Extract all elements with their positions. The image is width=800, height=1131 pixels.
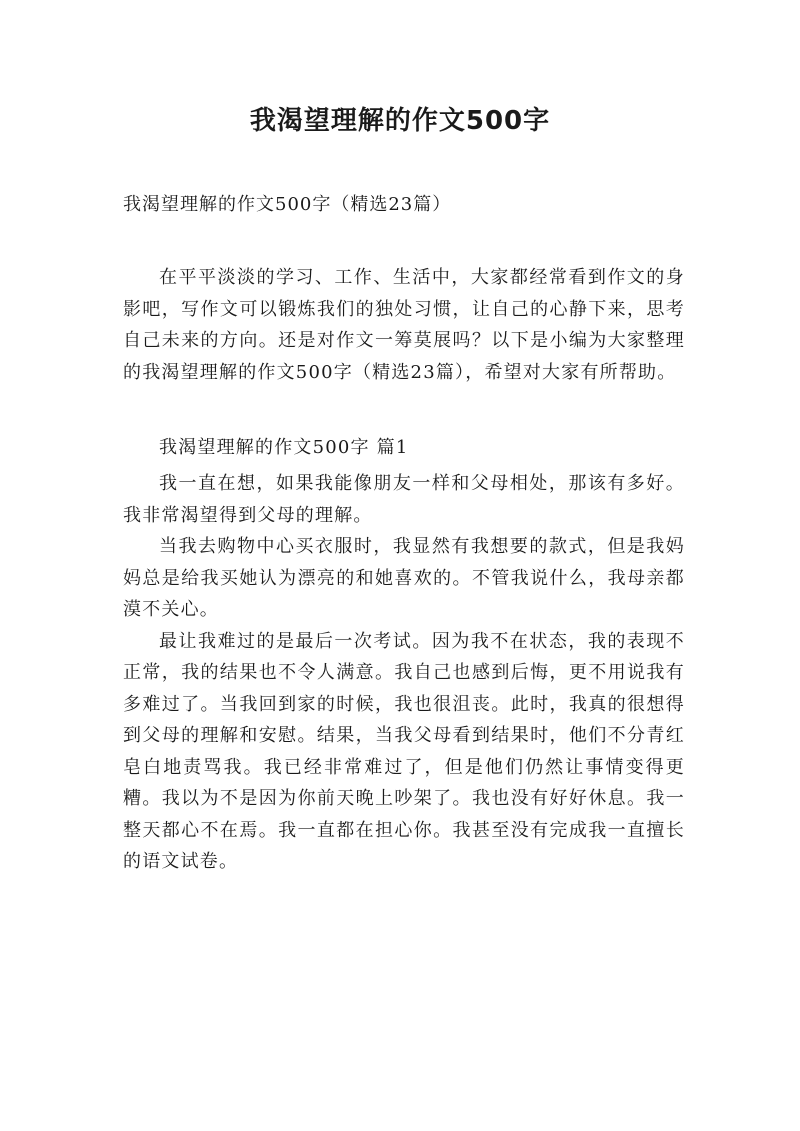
document-title: 我渴望理解的作文500字 [249, 106, 551, 136]
section-heading: 我渴望理解的作文500字 篇1 [159, 437, 409, 458]
body-paragraph: 我一直在想，如果我能像朋友一样和父母相处，那该有多好。我非常渴望得到父母的理解。 [123, 473, 685, 526]
body-paragraph: 当我去购物中心买衣服时，我显然有我想要的款式，但是我妈妈总是给我买她认为漂亮的和她喜欢的。不管我说什么，我母亲都漠不关心。 [123, 536, 685, 620]
document-body [123, 262, 685, 878]
body-paragraph: 最让我难过的是最后一次考试。因为我不在状态，我的表现不正常，我的结果也不令人满意。我自己也感到后悔，更不用说我有多难过了。当我回到家的时候，我也很沮丧。此时，我真的很想得到父母的理解和安慰。结果，当我父母看到结果时，他们不分青红皂白地责骂我。我已经非常难过了，但是他们仍然让事情变得更糟。我以为不是因为你前天晚上吵架了。我也没有好好休息。我一整天都心不在焉。我一直都在担心你。我甚至没有完成我一直擅长的语文试卷。 [123, 630, 685, 872]
intro-paragraph: 在平平淡淡的学习、工作、生活中，大家都经常看到作文的身影吧，写作文可以锻炼我们的独处习惯，让自己的心静下来，思考自己未来的方向。还是对作文一筹莫展吗？以下是小编为大家整理的我渴望理解的作文500字（精选23篇），希望对大家有所帮助。 [123, 267, 685, 383]
document-subtitle: 我渴望理解的作文500字（精选23篇） [123, 194, 452, 215]
spacer [123, 388, 685, 432]
